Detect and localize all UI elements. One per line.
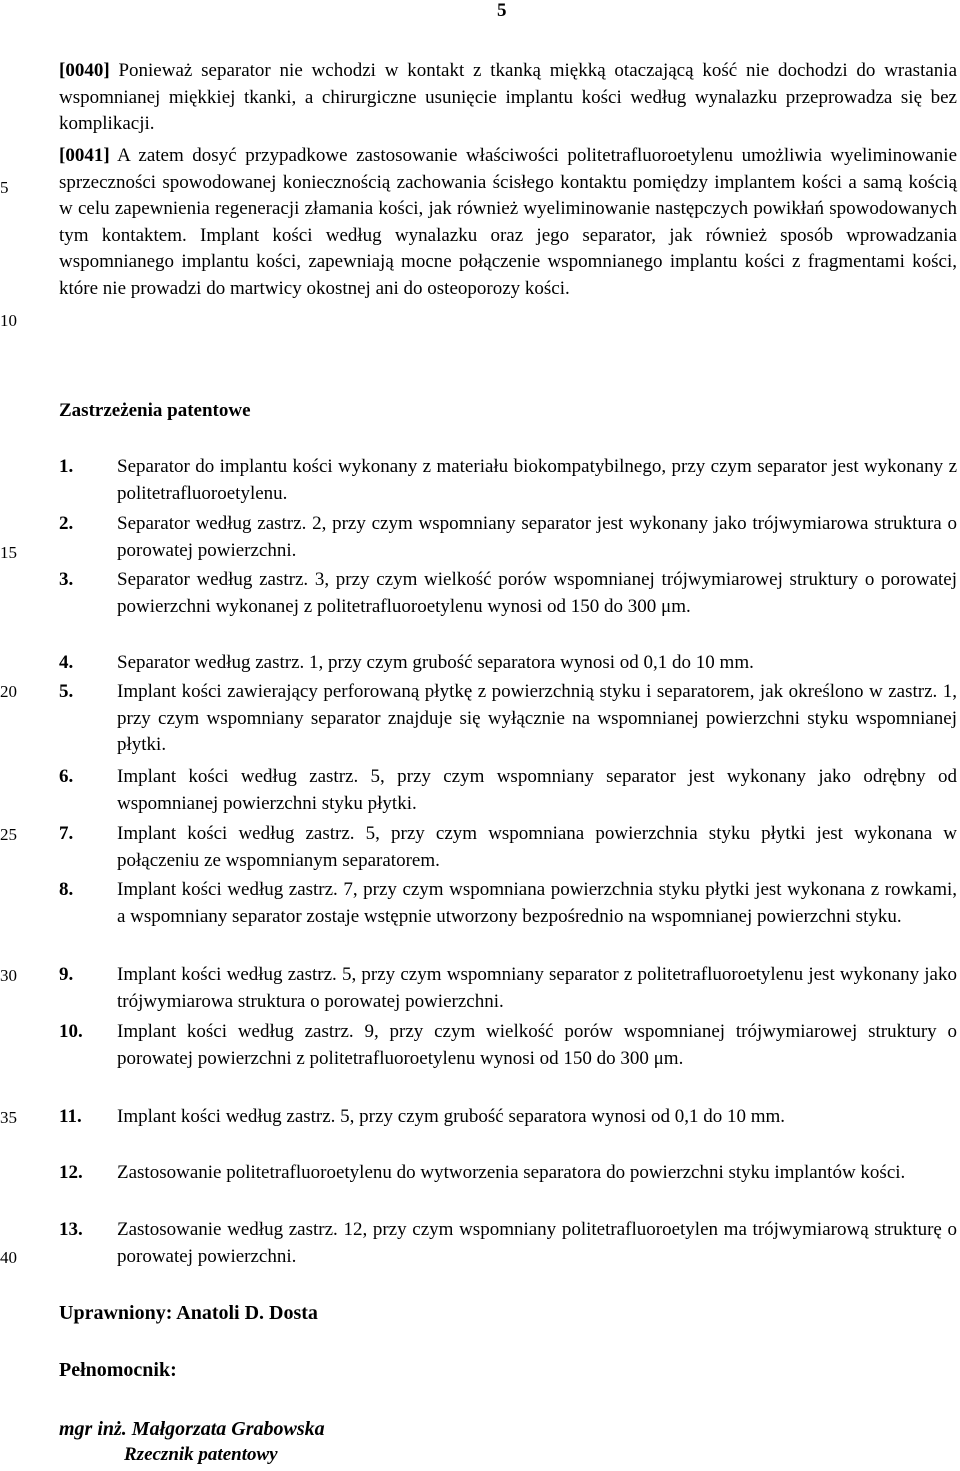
claim-number: 9.	[59, 964, 74, 985]
line-number-10: 10	[0, 311, 17, 330]
claim-text: Separator według zastrz. 2, przy czym wspomniany separator jest wykonany jako trójwymiarowa struktura o porowatej powierzchni.	[117, 513, 957, 561]
line-number-30: 30	[0, 966, 17, 985]
claim-4	[59, 650, 957, 677]
claim-text: Zastosowanie według zastrz. 12, przy czym wspomniany politetrafluoroetylen ma trójwymiarową strukturę o porowatej powierzchni.	[117, 1219, 957, 1267]
claim-text: Implant kości według zastrz. 5, przy czym wspomniana powierzchnia styku płytki jest wykonana w połączeniu ze wspomnianym separatorem.	[117, 823, 957, 871]
entitled-party: Uprawniony: Anatoli D. Dosta	[59, 1302, 318, 1324]
claims-title: Zastrzeżenia patentowe	[59, 400, 251, 421]
paragraph-text: A zatem dosyć przypadkowe zastosowanie właściwości politetrafluoroetylenu umożliwia wyeliminowanie sprzeczności spowodowanej koniecznością zachowania ścisłego kontaktu pomiędzy implantem kości a samą kością w celu zapewnienia regeneracji złamania kości, jak również wyeliminowanie następczych powikłań spowodowanych tym kontaktem. Implant kości według wynalazku oraz jego separator, jak również sposób wprowadzania wspomnianego implantu kości, zapewniają mocne połączenie wspomnianego implantu kości z fragmentami kości, które nie prowadzi do martwicy okostnej ani do osteoporozy kości.	[59, 145, 957, 299]
paragraph-tag: [0040]	[59, 60, 110, 81]
claim-7	[59, 821, 957, 874]
claim-6	[59, 764, 957, 817]
claim-13	[59, 1217, 957, 1270]
claim-number: 5.	[59, 681, 74, 702]
claim-5	[59, 679, 957, 759]
claim-text: Implant kości według zastrz. 5, przy czym wspomniany separator z politetrafluoroetylenu jest wykonany jako trójwymiarowa struktura o porowatej powierzchni.	[117, 964, 957, 1012]
claim-text: Implant kości według zastrz. 9, przy czym wielkość porów wspomnianej trójwymiarowej struktury o porowatej powierzchni z politetrafluoroetylenu wynosi od 150 do 300 μm.	[117, 1021, 957, 1069]
claim-text: Implant kości według zastrz. 5, przy czym wspomniany separator jest wykonany jako odrębny od wspomnianej powierzchni styku płytki.	[117, 766, 957, 814]
paragraph-tag: [0041]	[59, 145, 110, 166]
claim-11	[59, 1104, 957, 1131]
claim-text: Implant kości zawierający perforowaną płytkę z powierzchnią styku i separatorem, jak określono w zastrz. 1, przy czym wspomniany separator znajduje się wyłącznie na wspomnianej powierzchni styku wspomnianej płytki.	[117, 681, 957, 755]
claim-number: 8.	[59, 879, 74, 900]
claim-text: Implant kości według zastrz. 7, przy czym wspomniana powierzchnia styku płytki jest wykonana z rowkami, a wspomniany separator zostaje wstępnie utworzony bezpośrednio na wspomnianej powierzchni styku.	[117, 879, 957, 927]
claim-12	[59, 1160, 957, 1187]
attorney-role: Rzecznik patentowy	[124, 1444, 278, 1465]
claim-text: Zastosowanie politetrafluoroetylenu do wytworzenia separatora do powierzchni styku implantów kości.	[117, 1162, 906, 1183]
attorney-name: mgr inż. Małgorzata Grabowska	[59, 1418, 325, 1440]
line-number-25: 25	[0, 825, 17, 844]
claim-text: Implant kości według zastrz. 5, przy czym grubość separatora wynosi od 0,1 do 10 mm.	[117, 1106, 786, 1127]
claim-number: 2.	[59, 513, 74, 534]
line-number-15: 15	[0, 543, 17, 562]
paragraph-0041	[59, 143, 957, 302]
claim-number: 6.	[59, 766, 74, 787]
claim-number: 3.	[59, 569, 74, 590]
claim-1	[59, 454, 957, 507]
claim-10	[59, 1019, 957, 1072]
claim-number: 12.	[59, 1162, 83, 1183]
claim-2	[59, 511, 957, 564]
paragraph-0040	[59, 58, 957, 138]
claim-text: Separator według zastrz. 1, przy czym grubość separatora wynosi od 0,1 do 10 mm.	[117, 652, 754, 673]
claim-number: 13.	[59, 1219, 83, 1240]
paragraph-text: Ponieważ separator nie wchodzi w kontakt z tkanką miękką otaczającą kość nie dochodzi do wrastania wspomnianej miękkiej tkanki, a chirurgiczne usunięcie implantu kości według wynalazku przeprowadza się bez komplikacji.	[59, 60, 957, 134]
claim-number: 1.	[59, 456, 74, 477]
claim-3	[59, 567, 957, 620]
claim-8	[59, 877, 957, 930]
claim-text: Separator do implantu kości wykonany z materiału biokompatybilnego, przy czym separator jest wykonany z politetrafluoroetylenu.	[117, 456, 957, 504]
page-number: 5	[497, 0, 507, 21]
claim-number: 7.	[59, 823, 74, 844]
line-number-40: 40	[0, 1248, 17, 1267]
claim-number: 4.	[59, 652, 74, 673]
line-number-35: 35	[0, 1108, 17, 1127]
claim-text: Separator według zastrz. 3, przy czym wielkość porów wspomnianej trójwymiarowej struktury o porowatej powierzchni wykonanej z politetrafluoroetylenu wynosi od 150 do 300 μm.	[117, 569, 957, 617]
claim-9	[59, 962, 957, 1015]
line-number-5: 5	[0, 178, 9, 197]
attorney-label: Pełnomocnik:	[59, 1359, 177, 1381]
line-number-20: 20	[0, 682, 17, 701]
claim-number: 11.	[59, 1106, 82, 1127]
claim-number: 10.	[59, 1021, 83, 1042]
